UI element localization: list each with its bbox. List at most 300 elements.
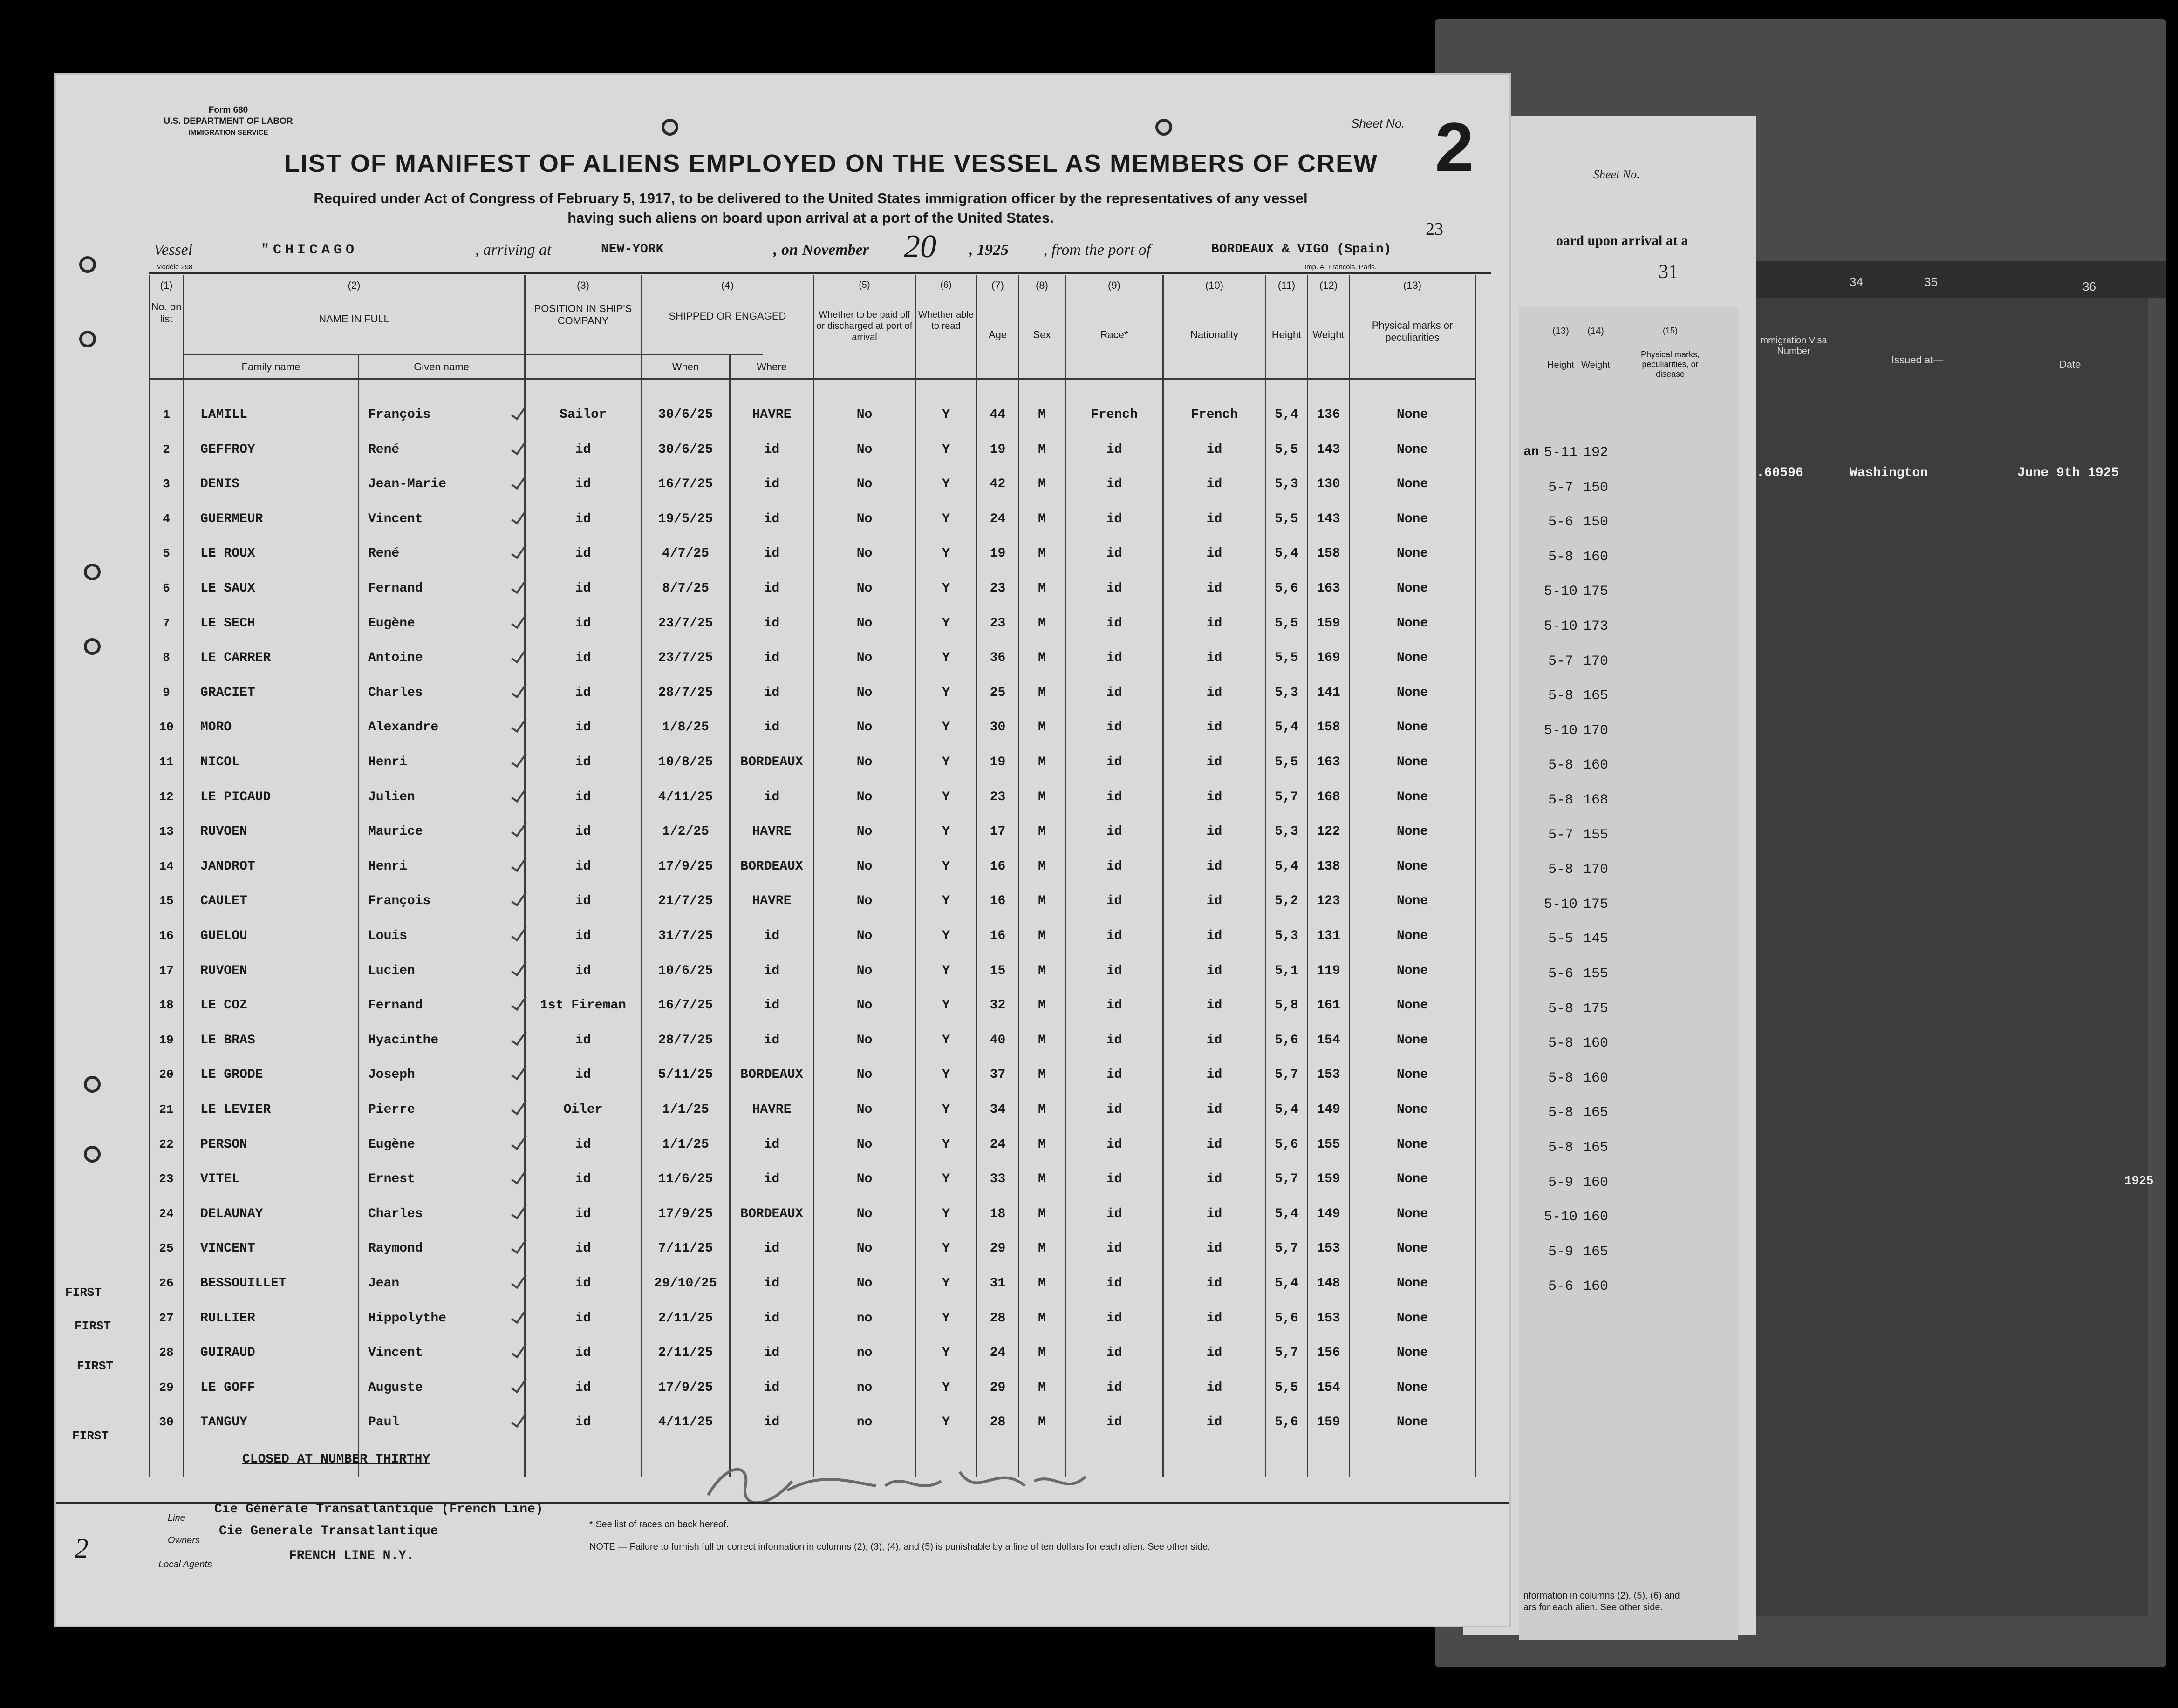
cell-when: 30/6/25 [658, 408, 713, 422]
cell-where: id [764, 1276, 780, 1291]
sheet2-cell-height: 5-6 [1548, 514, 1573, 530]
sheet2-cell-weight: 165 [1583, 1244, 1608, 1260]
check-mark [512, 608, 531, 631]
cell-height: 5,5 [1275, 442, 1298, 457]
cell-family: LE CARRER [200, 651, 271, 665]
cell-height: 5,4 [1275, 720, 1298, 735]
check-mark [512, 1372, 531, 1395]
cell-position: id [575, 1415, 591, 1429]
cell-position: id [575, 859, 591, 874]
check-mark [512, 955, 531, 979]
cell-weight: 154 [1317, 1033, 1340, 1048]
cell-weight: 141 [1317, 686, 1340, 700]
cell-when: 11/6/25 [658, 1172, 713, 1186]
cell-given: Eugène [368, 616, 415, 631]
sheet2-cell-weight: 160 [1583, 549, 1608, 565]
cell-age: 19 [990, 755, 1006, 769]
cell-when: 17/9/25 [658, 1207, 713, 1221]
col-paid-header: (5) Whether to be paid off or discharged at port of arrival [816, 280, 913, 342]
cell-family: RUVOEN [200, 964, 247, 978]
cell-weight: 153 [1317, 1241, 1340, 1256]
cell-height: 5,4 [1275, 546, 1298, 561]
sheet2-cell-weight: 165 [1583, 1140, 1608, 1156]
cell-sex: M [1038, 442, 1046, 457]
sheet2-cell-weight: 165 [1583, 1105, 1608, 1121]
punch-hole [1155, 119, 1172, 136]
sheet2-cell-height: 5-11 [1543, 445, 1577, 461]
cell-given: Raymond [368, 1241, 423, 1256]
margin-note: FIRST [65, 1286, 102, 1300]
cell-age: 42 [990, 477, 1006, 491]
corner-number: 23 [1426, 219, 1443, 239]
cell-paid: No [856, 1207, 873, 1221]
agents-value: FRENCH LINE N.Y. [289, 1549, 414, 1563]
cell-when: 7/11/25 [658, 1241, 713, 1256]
signature [699, 1453, 1118, 1514]
cell-paid: No [856, 477, 873, 491]
cell-read: Y [942, 998, 950, 1013]
cell-given: Ernest [368, 1172, 415, 1186]
cell-race: id [1106, 477, 1122, 491]
cell-no: 13 [159, 824, 174, 838]
printer: Imp. A. Francois, Paris. [1304, 263, 1377, 271]
cell-nationality: id [1206, 824, 1222, 839]
cell-where: HAVRE [752, 1102, 792, 1117]
closed-note: CLOSED AT NUMBER THIRTHY [242, 1452, 430, 1467]
punch-hole [79, 331, 96, 347]
cell-where: id [764, 442, 780, 457]
cell-sex: M [1038, 859, 1046, 874]
sheet2-cell-height: 5-5 [1548, 931, 1573, 947]
check-mark [512, 1129, 531, 1152]
cell-read: Y [942, 1068, 950, 1082]
cell-where: HAVRE [752, 824, 792, 839]
cell-paid: No [856, 755, 873, 769]
cell-marks: None [1396, 1311, 1428, 1326]
cell-age: 19 [990, 546, 1006, 561]
cell-nationality: id [1206, 1415, 1222, 1429]
check-mark [512, 782, 531, 805]
sheet2-cell-weight: 175 [1583, 1001, 1608, 1017]
cell-marks: None [1396, 651, 1428, 665]
cell-no: 16 [159, 929, 174, 943]
cell-marks: None [1396, 546, 1428, 561]
cell-sex: M [1038, 1311, 1046, 1326]
cell-position: id [575, 546, 591, 561]
cell-paid: No [856, 651, 873, 665]
cell-sex: M [1038, 720, 1046, 735]
cell-family: LE GOFF [200, 1381, 255, 1395]
cell-height: 5,6 [1275, 1033, 1298, 1048]
cell-nationality: id [1206, 651, 1222, 665]
col-height-header: (11) Height [1271, 279, 1302, 340]
cell-nationality: id [1206, 1033, 1222, 1048]
cell-position: id [575, 1381, 591, 1395]
col-when-header: When [672, 361, 699, 373]
cell-given: Alexandre [368, 720, 439, 735]
vessel-name: "CHICAGO [261, 242, 358, 258]
col-no-header: (1) No. on list [151, 279, 182, 325]
sheet3-visa: .60596 [1756, 466, 1803, 480]
cell-race: id [1106, 720, 1122, 735]
cell-given: Antoine [368, 651, 423, 665]
cell-no: 20 [159, 1068, 174, 1082]
cell-nationality: id [1206, 1346, 1222, 1360]
cell-weight: 143 [1317, 512, 1340, 526]
sheet2-cell-height: 5-6 [1548, 966, 1573, 982]
grid-line [149, 378, 1476, 380]
check-mark [512, 504, 531, 527]
cell-position: id [575, 512, 591, 526]
cell-when: 1/2/25 [662, 824, 709, 839]
cell-position: id [575, 790, 591, 804]
agents-label: Local Agents [158, 1559, 212, 1570]
cell-age: 23 [990, 790, 1006, 804]
cell-race: id [1106, 1033, 1122, 1048]
cell-family: DENIS [200, 477, 240, 491]
sheet2-cell-height: 5-8 [1548, 1035, 1573, 1051]
cell-height: 5,4 [1275, 1276, 1298, 1291]
sheet2-cell-weight: 160 [1583, 757, 1608, 773]
cell-family: PERSON [200, 1137, 247, 1152]
cell-when: 28/7/25 [658, 1033, 713, 1048]
cell-nationality: id [1206, 859, 1222, 874]
sheet2-footer: nformation in columns (2), (5), (6) and [1523, 1591, 1680, 1601]
cell-read: Y [942, 1381, 950, 1395]
cell-race: id [1106, 929, 1122, 943]
cell-weight: 130 [1317, 477, 1340, 491]
cell-family: LAMILL [200, 408, 247, 422]
cell-sex: M [1038, 581, 1046, 596]
cell-paid: No [856, 616, 873, 631]
cell-read: Y [942, 512, 950, 526]
cell-position: 1st Fireman [540, 998, 626, 1013]
cell-paid: No [856, 998, 873, 1013]
cell-given: Julien [368, 790, 415, 804]
cell-race: id [1106, 1346, 1122, 1360]
cell-given: Lucien [368, 964, 415, 978]
cell-weight: 159 [1317, 1415, 1340, 1429]
cell-where: id [764, 1172, 780, 1186]
cell-weight: 136 [1317, 408, 1340, 422]
cell-age: 24 [990, 512, 1006, 526]
cell-height: 5,6 [1275, 1137, 1298, 1152]
cell-read: Y [942, 477, 950, 491]
sheet2-cell-weight: 155 [1583, 827, 1608, 843]
sheet3-h34: mmigration Visa Number [1760, 335, 1827, 356]
cell-position: id [575, 755, 591, 769]
cell-sex: M [1038, 964, 1046, 978]
cell-no: 3 [163, 477, 170, 491]
cell-weight: 161 [1317, 998, 1340, 1013]
cell-no: 14 [159, 859, 174, 873]
on-label: , on November [773, 241, 869, 259]
cell-read: Y [942, 790, 950, 804]
cell-nationality: id [1206, 1311, 1222, 1326]
cell-paid: No [856, 1102, 873, 1117]
cell-sex: M [1038, 477, 1046, 491]
cell-when: 5/11/25 [658, 1068, 713, 1082]
sheet3-col34: 34 [1850, 275, 1863, 289]
cell-family: LE ROUX [200, 546, 255, 561]
cell-no: 28 [159, 1346, 174, 1360]
sheet2-cell-weight: 160 [1583, 1279, 1608, 1294]
cell-where: id [764, 720, 780, 735]
cell-family: GEFFROY [200, 442, 255, 457]
cell-position: Sailor [560, 408, 607, 422]
cell-family: GUELOU [200, 929, 247, 943]
cell-when: 19/5/25 [658, 512, 713, 526]
cell-family: MORO [200, 720, 232, 735]
sheet2-cell-height: 5-8 [1548, 1140, 1573, 1156]
cell-height: 5,7 [1275, 1346, 1298, 1360]
cell-nationality: id [1206, 929, 1222, 943]
cell-race: id [1106, 1172, 1122, 1186]
cell-nationality: id [1206, 1381, 1222, 1395]
cell-marks: None [1396, 408, 1428, 422]
cell-when: 4/11/25 [658, 1415, 713, 1429]
cell-paid: No [856, 546, 873, 561]
cell-no: 7 [163, 616, 170, 630]
cell-when: 1/1/25 [662, 1102, 709, 1117]
cell-race: id [1106, 581, 1122, 596]
cell-read: Y [942, 894, 950, 908]
cell-family: LE LEVIER [200, 1102, 271, 1117]
cell-paid: No [856, 1033, 873, 1048]
check-mark [512, 1094, 531, 1117]
col-marks-header: (13) Physical marks or peculiarities [1372, 279, 1453, 343]
form-issuer: Form 680 U.S. DEPARTMENT OF LABOR IMMIGRATION SERVICE [164, 105, 293, 136]
cell-weight: 153 [1317, 1068, 1340, 1082]
cell-sex: M [1038, 998, 1046, 1013]
cell-when: 31/7/25 [658, 929, 713, 943]
cell-position: id [575, 1033, 591, 1048]
sheet2-cell-height: 5-8 [1548, 1070, 1573, 1086]
col-race-header: (9) Race* [1100, 279, 1128, 340]
cell-where: HAVRE [752, 408, 792, 422]
cell-age: 28 [990, 1311, 1006, 1326]
sheet3-side-mark: 1925 [2124, 1174, 2154, 1188]
cell-nationality: id [1206, 894, 1222, 908]
cell-sex: M [1038, 616, 1046, 631]
cell-nationality: id [1206, 998, 1222, 1013]
cell-where: BORDEAUX [740, 755, 803, 769]
cell-marks: None [1396, 616, 1428, 631]
cell-race: id [1106, 686, 1122, 700]
cell-height: 5,5 [1275, 512, 1298, 526]
col-weight-header: (12) Weight [1312, 279, 1345, 340]
cell-marks: None [1396, 964, 1428, 978]
cell-no: 6 [163, 581, 170, 595]
cell-nationality: id [1206, 581, 1222, 596]
cell-nationality: id [1206, 720, 1222, 735]
punch-hole [84, 564, 101, 580]
cell-where: id [764, 1137, 780, 1152]
cell-weight: 123 [1317, 894, 1340, 908]
cell-weight: 159 [1317, 616, 1340, 631]
form-subtitle: Required under Act of Congress of February 5, 1917, to be delivered to the United States immigration officer by the representatives of any vessel having such aliens on board upon arrival at a port of the United States. [314, 190, 1308, 226]
cell-when: 4/11/25 [658, 790, 713, 804]
cell-no: 27 [159, 1311, 174, 1325]
cell-sex: M [1038, 929, 1046, 943]
sheet2-cell-height: 5-9 [1548, 1244, 1573, 1260]
cell-where: HAVRE [752, 894, 792, 908]
margin-note: FIRST [72, 1429, 109, 1443]
cell-family: RUVOEN [200, 824, 247, 839]
cell-paid: no [856, 1415, 873, 1429]
cell-position: id [575, 1346, 591, 1360]
sheet2-footer-2: ars for each alien. See other side. [1523, 1602, 1663, 1613]
cell-height: 5,4 [1275, 859, 1298, 874]
cell-paid: No [856, 1276, 873, 1291]
sheet2-h14: (14) Weight [1581, 326, 1610, 370]
cell-family: GUIRAUD [200, 1346, 255, 1360]
sheet2-number: 31 [1659, 261, 1678, 283]
sheet2-cell-height: 5-10 [1543, 1209, 1577, 1225]
cell-family: VITEL [200, 1172, 240, 1186]
cell-read: Y [942, 929, 950, 943]
cell-height: 5,5 [1275, 1381, 1298, 1395]
cell-no: 15 [159, 894, 174, 908]
cell-sex: M [1038, 1207, 1046, 1221]
cell-nationality: id [1206, 1241, 1222, 1256]
cell-read: Y [942, 720, 950, 735]
grid-line [1475, 275, 1476, 1477]
sheet2-cell-weight: 160 [1583, 1175, 1608, 1191]
cell-read: Y [942, 686, 950, 700]
cell-age: 24 [990, 1137, 1006, 1152]
cell-height: 5,1 [1275, 964, 1298, 978]
cell-age: 24 [990, 1346, 1006, 1360]
cell-age: 31 [990, 1276, 1006, 1291]
cell-sex: M [1038, 408, 1046, 422]
check-mark [512, 1407, 531, 1430]
sheet2-sheet-label: Sheet No. [1593, 168, 1640, 181]
cell-height: 5,6 [1275, 581, 1298, 596]
cell-given: Jean-Marie [368, 477, 447, 491]
cell-weight: 163 [1317, 755, 1340, 769]
cell-position: id [575, 581, 591, 596]
cell-height: 5,3 [1275, 824, 1298, 839]
cell-read: Y [942, 1311, 950, 1326]
check-mark [512, 747, 531, 770]
cell-age: 15 [990, 964, 1006, 978]
cell-height: 5,6 [1275, 1311, 1298, 1326]
cell-nationality: id [1206, 477, 1222, 491]
cell-height: 5,7 [1275, 790, 1298, 804]
cell-no: 4 [163, 512, 170, 526]
cell-paid: no [856, 1311, 873, 1326]
cell-no: 1 [163, 408, 170, 422]
cell-where: id [764, 1241, 780, 1256]
cell-paid: No [856, 1241, 873, 1256]
cell-position: id [575, 1241, 591, 1256]
sheet2-cell-height: 5-10 [1543, 897, 1577, 912]
cell-position: id [575, 1311, 591, 1326]
cell-paid: No [856, 686, 873, 700]
sheet2-cell-height: 5-8 [1548, 792, 1573, 808]
cell-paid: No [856, 824, 873, 839]
cell-sex: M [1038, 1172, 1046, 1186]
margin-note: FIRST [77, 1359, 114, 1373]
cell-height: 5,3 [1275, 686, 1298, 700]
model-no: Modèle 298 [156, 263, 193, 271]
cell-family: VINCENT [200, 1241, 255, 1256]
races-note: * See list of races on back hereof. [589, 1519, 729, 1530]
vessel-label: Vessel [154, 241, 193, 259]
cell-sex: M [1038, 1346, 1046, 1360]
cell-age: 40 [990, 1033, 1006, 1048]
cell-nationality: id [1206, 616, 1222, 631]
sheet-number: 2 [1435, 108, 1474, 186]
cell-position: Oiler [563, 1102, 603, 1117]
cell-weight: 122 [1317, 824, 1340, 839]
cell-given: Maurice [368, 824, 423, 839]
cell-race: id [1106, 1068, 1122, 1082]
cell-marks: None [1396, 442, 1428, 457]
cell-age: 29 [990, 1381, 1006, 1395]
cell-when: 10/8/25 [658, 755, 713, 769]
cell-read: Y [942, 1241, 950, 1256]
from-port: BORDEAUX & VIGO (Spain) [1211, 242, 1392, 257]
cell-age: 33 [990, 1172, 1006, 1186]
col-position-header: (3) POSITION IN SHIP'S COMPANY [534, 279, 632, 327]
cell-weight: 138 [1317, 859, 1340, 874]
cell-given: Vincent [368, 512, 423, 526]
cell-marks: None [1396, 720, 1428, 735]
cell-sex: M [1038, 512, 1046, 526]
cell-age: 23 [990, 581, 1006, 596]
sheet2-cell-weight: 170 [1583, 723, 1608, 739]
cell-sex: M [1038, 1381, 1046, 1395]
cell-given: François [368, 894, 431, 908]
col-sex-header: (8) Sex [1033, 279, 1051, 340]
cell-marks: None [1396, 998, 1428, 1013]
check-mark [512, 1059, 531, 1082]
check-mark [512, 538, 531, 561]
cell-nationality: id [1206, 1276, 1222, 1291]
cell-family: LE GRODE [200, 1068, 263, 1082]
cell-when: 10/6/25 [658, 964, 713, 978]
check-mark [512, 1268, 531, 1291]
cell-marks: None [1396, 1381, 1428, 1395]
cell-family: GUERMEUR [200, 512, 263, 526]
sheet2-cell-height: 5-7 [1548, 653, 1573, 669]
arrival-day: 20 [904, 229, 936, 265]
cell-given: Fernand [368, 581, 423, 596]
cell-marks: None [1396, 790, 1428, 804]
cell-family: GRACIET [200, 686, 255, 700]
cell-paid: no [856, 1381, 873, 1395]
cell-height: 5,7 [1275, 1241, 1298, 1256]
cell-race: id [1106, 964, 1122, 978]
cell-paid: No [856, 790, 873, 804]
cell-weight: 163 [1317, 581, 1340, 596]
cell-age: 16 [990, 894, 1006, 908]
cell-read: Y [942, 755, 950, 769]
cell-where: id [764, 1415, 780, 1429]
cell-weight: 154 [1317, 1381, 1340, 1395]
sheet3-h35: Issued at— [1891, 354, 1944, 366]
punch-hole [662, 119, 678, 136]
cell-read: Y [942, 581, 950, 596]
cell-family: DELAUNAY [200, 1207, 263, 1221]
check-mark [512, 573, 531, 596]
cell-marks: None [1396, 686, 1428, 700]
cell-when: 29/10/25 [654, 1276, 717, 1291]
cell-paid: No [856, 720, 873, 735]
year-label: , 1925 [969, 241, 1009, 259]
